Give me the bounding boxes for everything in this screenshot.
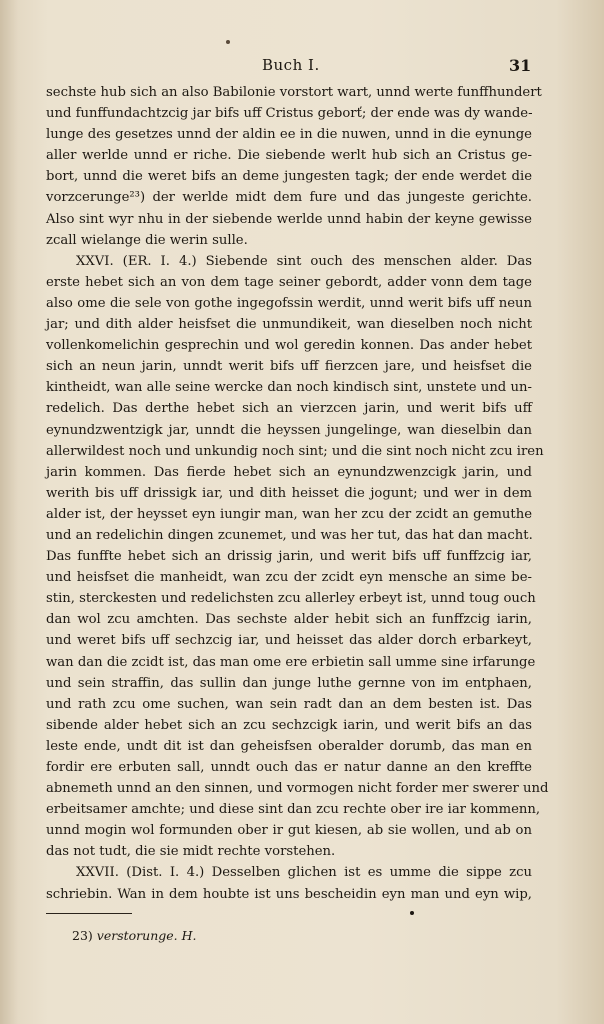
text-line: jarin kommen. Das fierde hebet sich an eynundzwenzcigk jarin, und: [46, 464, 532, 480]
text-line: aller werlde unnd er riche. Die siebende werlt hub sich an Cristus ge-: [46, 148, 532, 164]
page-speck: [226, 40, 230, 44]
text-line: eynundzwentzigk jar, unndt die heyssen jungelinge, wan dieselbin dan: [46, 422, 532, 438]
text-line: vollenkomelichin gesprechin und wol geredin konnen. Das ander hebet: [46, 338, 532, 354]
text-line: redelich. Das derthe hebet sich an vierzcen jarin, und werit bifs uff: [46, 401, 532, 417]
running-header: [0, 56, 604, 78]
text-line: und rath zcu ome suchen, wan sein radt dan an dem besten ist. Das: [46, 696, 532, 712]
text-line: erste hebet sich an von dem tage seiner gebordt, adder vonn dem tage: [46, 274, 532, 290]
text-line: und funffundachtzcig jar bifs uff Cristus geborť; der ende was dy wande-: [46, 106, 533, 122]
page-number: 31: [509, 56, 532, 75]
text-line: das not tudt, die sie midt rechte vorstehen.: [46, 844, 336, 860]
text-line: sechste hub sich an also Babilonie vorstort wart, unnd werte funffhundert: [46, 85, 542, 100]
text-line: schriebin. Wan in dem houbte ist uns bescheidin eyn man und eyn wip,: [46, 886, 532, 902]
section-heading-line: XXVI. (ER. I. 4.) Siebende sint ouch des menschen alder. Das: [76, 253, 532, 269]
text-line: werith bis uff drissigk iar, und dith heisset die jogunt; und wer in dem: [46, 485, 532, 501]
page-speck: [410, 911, 414, 915]
text-line: leste ende, undt dit ist dan geheisfsen oberalder dorumb, das man en: [46, 738, 532, 754]
text-line: bort, unnd die weret bifs an deme jungesten tagk; der ende werdet die: [46, 169, 532, 185]
section-heading-line: XXVII. (Dist. I. 4.) Desselben glichen ist es umme die sippe zcu: [76, 865, 532, 881]
text-line: und heisfset die manheidt, wan zcu der zcidt eyn mensche an sime be-: [46, 570, 532, 586]
text-line: allerwildest noch und unkundig noch sint; und die sint noch nicht zcu iren: [46, 443, 544, 459]
body-text: [46, 82, 549, 905]
text-line: fordir ere erbuten sall, unndt ouch das er natur danne an den kreffte: [46, 760, 532, 775]
footnote-text: verstorunge. H.: [96, 928, 197, 943]
text-line: sich an neun jarin, unndt werit bifs uff fierzcen jare, und heisfset die: [46, 359, 532, 375]
text-line: und weret bifs uff sechzcig iar, und heisset das alder dorch erbarkeyt,: [46, 633, 532, 649]
text-line: jar; und dith alder heisfset die unmundikeit, wan dieselben noch nicht: [46, 317, 532, 333]
text-line: sibende alder hebet sich an zcu sechzcigk iarin, und werit bifs an das: [46, 717, 532, 733]
text-line: unnd mogin wol formunden ober ir gut kiesen, ab sie wollen, und ab on: [46, 823, 532, 839]
header-title: Buch I.: [262, 56, 320, 74]
text-line: Also sint wyr nhu in der siebende werlde unnd habin der keyne gewisse: [46, 211, 532, 227]
text-line: also ome die sele von gothe ingegofssin werdit, unnd werit bifs uff neun: [46, 295, 532, 311]
footnote-marker: 23): [72, 928, 93, 943]
text-line: vorzcerunge²³) der werlde midt dem fure und das jungeste gerichte.: [46, 190, 532, 206]
text-line: und sein straffin, das sullin dan junge luthe gernne von im entphaen,: [46, 675, 532, 691]
text-line: abnemeth unnd an den sinnen, und vormogen nicht forder mer swerer und: [46, 781, 549, 797]
text-line: lunge des gesetzes unnd der aldin ee in die nuwen, unnd in die eynunge: [46, 127, 532, 143]
text-line: dan wol zcu amchten. Das sechste alder hebit sich an funffzcig iarin,: [46, 612, 532, 628]
footnote-rule: [46, 913, 132, 914]
text-line: kintheidt, wan alle seine wercke dan noch kindisch sint, unstete und un-: [46, 380, 532, 396]
text-line: alder ist, der heysset eyn iungir man, wan her zcu der zcidt an gemuthe: [46, 506, 532, 522]
text-line: erbeitsamer amchte; und diese sint dan zcu rechte ober ire iar kommenn,: [46, 802, 541, 818]
text-line: Das funffte hebet sich an drissig jarin, und werit bifs uff funffzcig iar,: [46, 549, 532, 565]
text-line: stin, sterckesten und redelichsten zcu allerley erbeyt ist, unnd toug ouch: [46, 591, 536, 607]
text-line: und an redelichin dingen zcunemet, und was her tut, das hat dan macht.: [46, 527, 533, 543]
text-line: wan dan die zcidt ist, das man ome ere erbietin sall umme sine irfarunge: [46, 654, 536, 670]
text-line: zcall wielange die werin sulle.: [46, 232, 248, 248]
footnote: [72, 928, 196, 944]
